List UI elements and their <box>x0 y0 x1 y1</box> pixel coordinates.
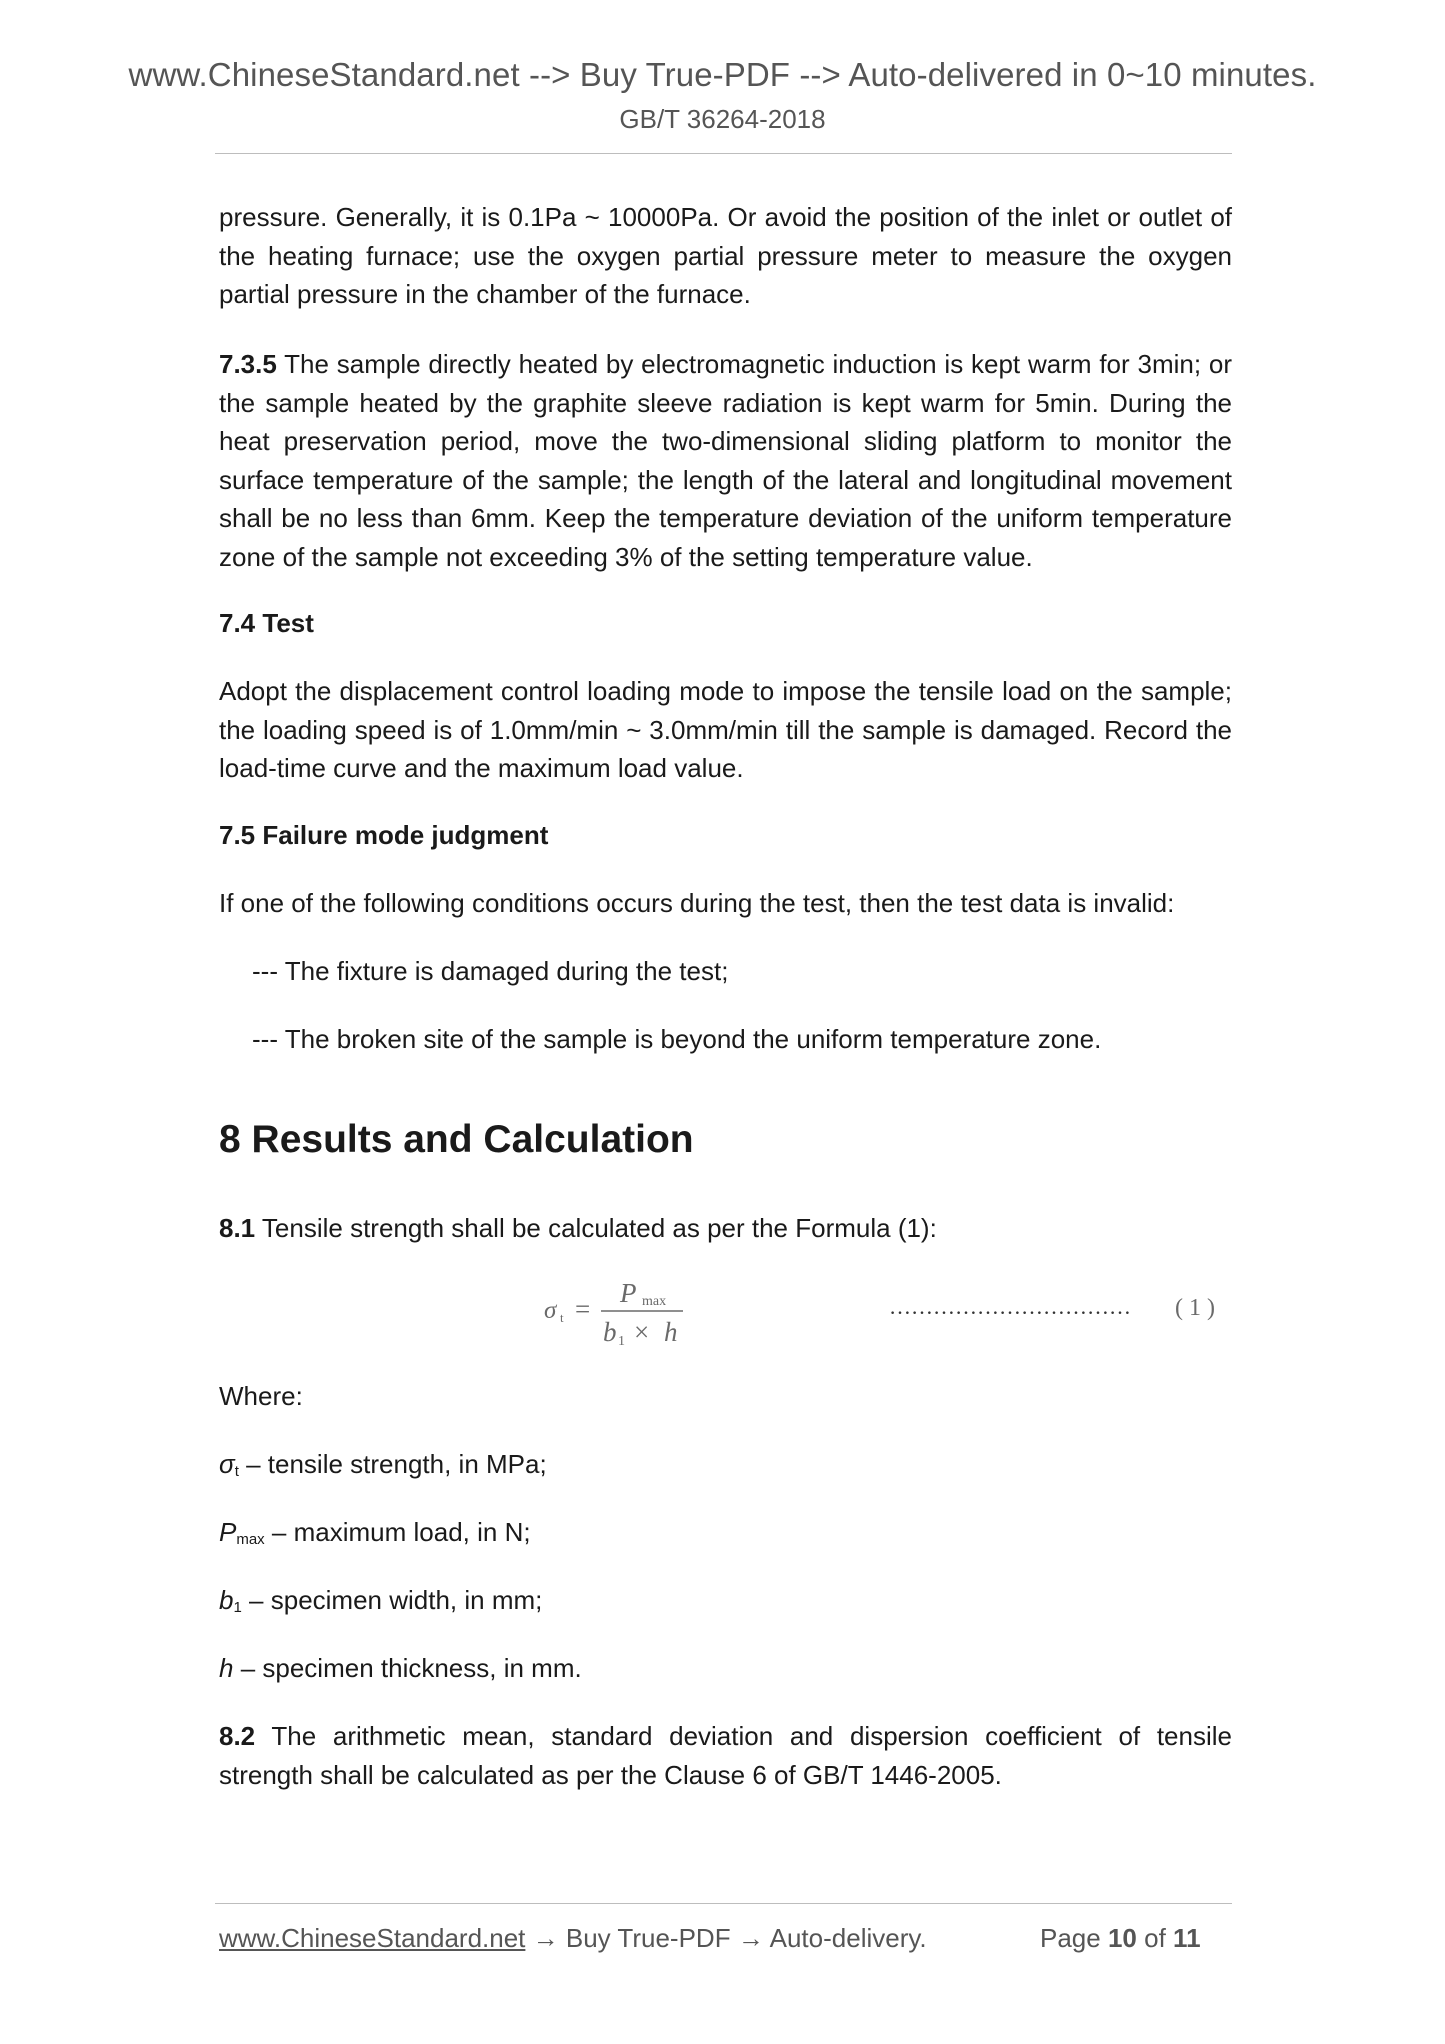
clause-8-2 <box>219 1717 1232 1794</box>
formula-denominator-h: h <box>664 1317 678 1347</box>
paragraph-text: Adopt the displacement control loading mode to impose the tensile load on the sample; the loading speed is of 1.0mm/min ~ 3.0mm/min till the sample is damaged. Record the load-time curve and the maximum load value. <box>219 676 1232 783</box>
clause-8-2-text <box>219 1717 1232 1794</box>
paragraph-text: pressure. Generally, it is 0.1Pa ~ 10000Pa. Or avoid the position of the inlet or outlet of the heating furnace; use the oxygen partial pressure meter to measure the oxygen partial pressure in the chamber of the furnace. <box>219 202 1232 309</box>
formula-lhs-sub: t <box>560 1310 564 1325</box>
formula-equals: = <box>575 1294 591 1324</box>
of-label: of <box>1144 1923 1166 1953</box>
section-7-5 <box>219 816 1232 855</box>
section-7-5-heading: 7.5 Failure mode judgment <box>219 820 549 850</box>
page-number: 10 <box>1107 1923 1137 1953</box>
list-item: --- The fixture is damaged during the test; <box>252 956 729 986</box>
clause-number: 7.3.5 <box>219 349 277 379</box>
clause-body: The arithmetic mean, standard deviation and dispersion coefficient of tensile strength shall be calculated as per the Clause 6 of GB/T 1446-2005. <box>219 1721 1232 1790</box>
formula-denominator-b-sub: 1 <box>618 1334 625 1349</box>
arrow-icon: → <box>532 1923 559 1953</box>
paragraph-continued <box>219 198 1232 314</box>
formula-numerator: P <box>620 1278 637 1308</box>
chapter-8-heading: 8 Results and Calculation <box>219 1118 694 1161</box>
section-7-5-intro <box>219 884 1232 923</box>
footer-link[interactable]: www.ChineseStandard.net <box>219 1923 526 1953</box>
definition-b1: $b_1$ – specimen width, in mm; <box>219 1585 543 1616</box>
formula-leader: …………………………… <box>889 1294 1131 1319</box>
footer-buy-text: Buy True-PDF <box>565 1923 731 1953</box>
page-indicator <box>1040 1923 1201 1954</box>
list-item: --- The broken site of the sample is beyond the uniform temperature zone. <box>252 1024 1102 1054</box>
clause-number: 8.2 <box>219 1721 256 1751</box>
arrow-icon: → <box>737 1923 764 1953</box>
page-total: 11 <box>1173 1923 1201 1953</box>
definition-sigma-t: $\sigma_t$ – tensile strength, in MPa; <box>219 1449 547 1480</box>
where-label: Where: <box>219 1381 303 1411</box>
formula-numerator-sub: max <box>642 1294 667 1309</box>
definition-p-max: $P_{max}$ – maximum load, in N; <box>219 1517 531 1548</box>
clause-body: The sample directly heated by electromagnetic induction is kept warm for 3min; or the sample heated by the graphite sleeve radiation is kept warm for 5min. During the heat preservation period, move the two-dimensional sliding platform to monitor the surface temperature of the sample; the length of the lateral and longitudinal movement shall be no less than 6mm. Keep the temperature deviation of the uniform temperature zone of the sample not exceeding 3% of the setting temperature value. <box>219 349 1232 572</box>
clause-body: Tensile strength shall be calculated as per the Formula (1): <box>261 1213 937 1243</box>
formula-number: ( 1 ) <box>1175 1295 1215 1321</box>
footer-delivery-text: Auto-delivery. <box>769 1923 927 1953</box>
formula-lhs: σ <box>544 1297 557 1324</box>
page-label: Page <box>1040 1923 1101 1953</box>
chapter-8 <box>219 1116 1232 1164</box>
footer-left <box>219 1923 927 1954</box>
header-divider <box>215 153 1232 154</box>
definition-h: h – specimen thickness, in mm. <box>219 1653 582 1683</box>
clause-number: 8.1 <box>219 1213 256 1243</box>
formula-denominator-b: b <box>603 1317 617 1347</box>
footer-divider <box>215 1903 1232 1904</box>
clause-8-1-text <box>219 1209 1232 1248</box>
section-7-4-heading: 7.4 Test <box>219 608 314 638</box>
standard-number: GB/T 36264-2018 <box>619 104 826 134</box>
paragraph-text: If one of the following conditions occurs during the test, then the test data is invalid: <box>219 888 1175 918</box>
clause-7-3-5 <box>219 345 1232 576</box>
clause-7-3-5-text <box>219 345 1232 576</box>
formula-times: × <box>634 1317 650 1347</box>
section-7-4 <box>219 604 1232 643</box>
section-7-4-body <box>219 672 1232 788</box>
clause-8-1 <box>219 1209 1232 1248</box>
header-banner[interactable]: www.ChineseStandard.net --> Buy True-PDF --> Auto-delivered in 0~10 minutes. <box>128 56 1317 93</box>
